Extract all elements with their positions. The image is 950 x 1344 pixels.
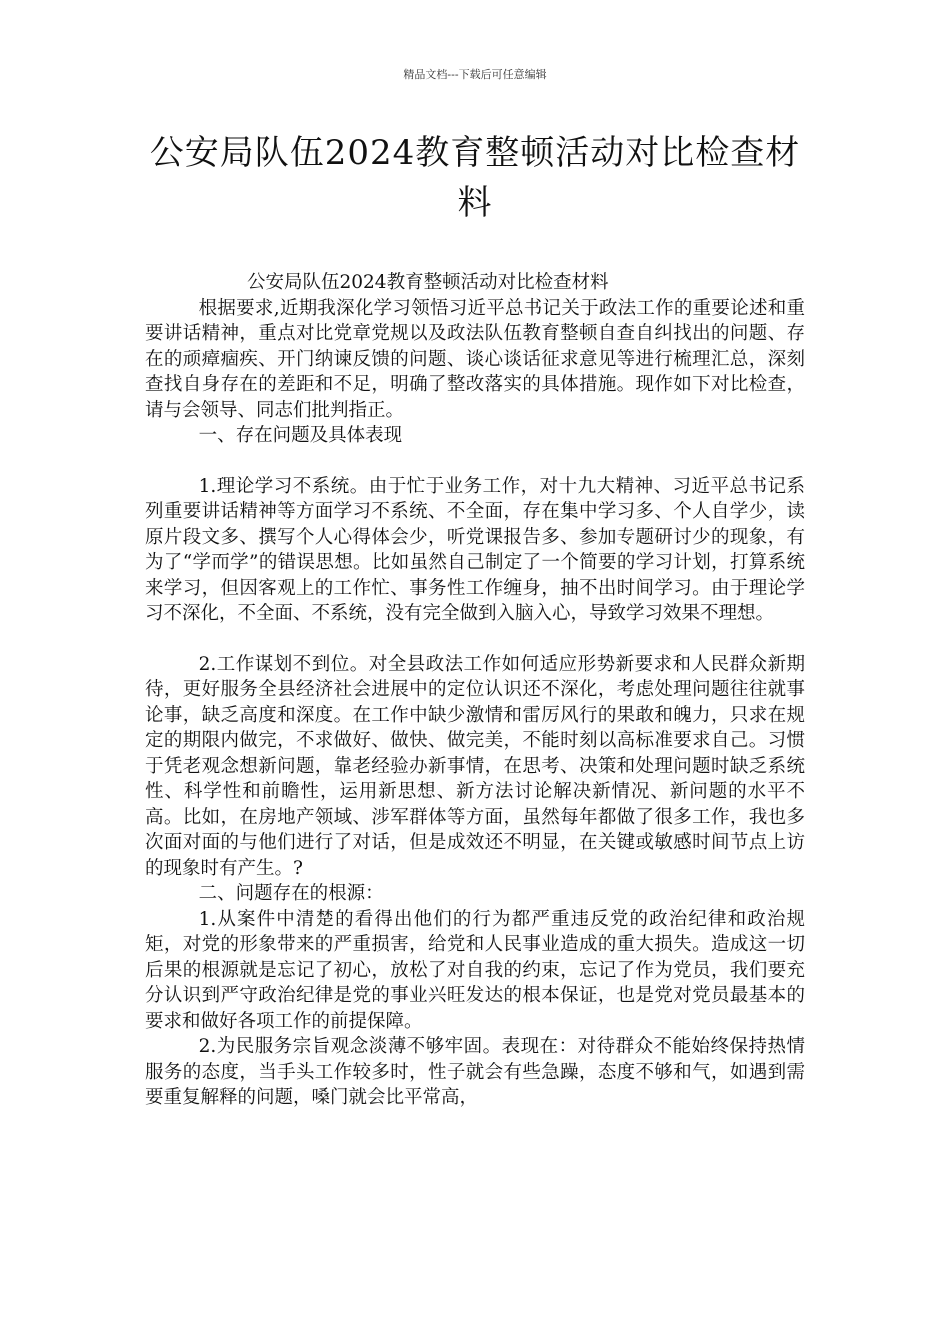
document-body [145,270,805,1111]
document-subtitle: 公安局队伍2024教育整顿活动对比检查材料 [247,272,609,293]
paragraph-political-discipline: 1.从案件中清楚的看得出他们的行为都严重违反党的政治纪律和政治规矩，对党的形象带来的严重损害，给党和人民事业造成的重大损失。造成这一切后果的根源就是忘记了初心，放松了对自我的约束，忘记了作为党员，我们要充分认识到严守政治纪律是党的事业兴旺发达的根本保证，也是党对党员最基本的要求和做好各项工作的前提保障。 [145,908,805,1032]
paragraph-service-awareness: 2.为民服务宗旨观念淡薄不够牢固。表现在：对待群众不能始终保持热情服务的态度，当手头工作较多时，性子就会有些急躁，态度不够和气，如遇到需要重复解释的问题，嗓门就会比平常高， [145,1036,805,1108]
paragraph-theory-study: 1.理论学习不系统。由于忙于业务工作，对十九大精神、习近平总书记系列重要讲话精神等方面学习不系统、不全面，存在集中学习多、个人自学少，读原片段文多、撰写个人心得体会少，听党课报告多、参加专题研讨少的现象，有为了“学而学”的错误思想。比如虽然自己制定了一个简要的学习计划，打算系统来学习，但因客观上的工作忙、事务性工作缠身，抽不出时间学习。由于理论学习不深化，不全面、不系统，没有完全做到入脑入心，导致学习效果不理想。 [145,475,805,624]
header-note: 精品文档---下载后可任意编辑 [403,68,547,81]
intro-paragraph: 根据要求,近期我深化学习领悟习近平总书记关于政法工作的重要论述和重要讲话精神，重点对比党章党规以及政法队伍教育整顿自查自纠找出的问题、存在的顽瘴痼疾、开门纳谏反馈的问题、谈心谈话征求意见等进行梳理汇总，深刻查找自身存在的差距和不足，明确了整改落实的具体措施。现作如下对比检查，请与会领导、同志们批判指正。 [145,297,805,421]
paragraph-gap [145,449,805,474]
section-heading-problems: 一、存在问题及具体表现 [198,425,403,446]
document-title: 公安局队伍2024教育整顿活动对比检查材料 [149,133,801,223]
paragraph-work-planning: 2.工作谋划不到位。对全县政法工作如何适应形势新要求和人民群众新期待，更好服务全县经济社会进展中的定位认识还不深化，考虑处理问题往往就事论事，缺乏高度和深度。在工作中缺少激情和雷厉风行的果敢和魄力，只求在规定的期限内做完，不求做好、做快、做完美，不能时刻以高标准要求自己。习惯于凭老观念想新问题，靠老经验办新事情，在思考、决策和处理问题时缺乏系统性、科学性和前瞻性，运用新思想、新方法讨论解决新情况、新问题的水平不高。比如，在房地产领域、涉军群体等方面，虽然每年都做了很多工作，我也多次面对面的与他们进行了对话，但是成效还不明显，在关键或敏感时间节点上访的现象时有产生。? [145,653,805,879]
section-heading-root-causes: 二、问题存在的根源： [198,883,384,904]
paragraph-gap [145,627,805,652]
